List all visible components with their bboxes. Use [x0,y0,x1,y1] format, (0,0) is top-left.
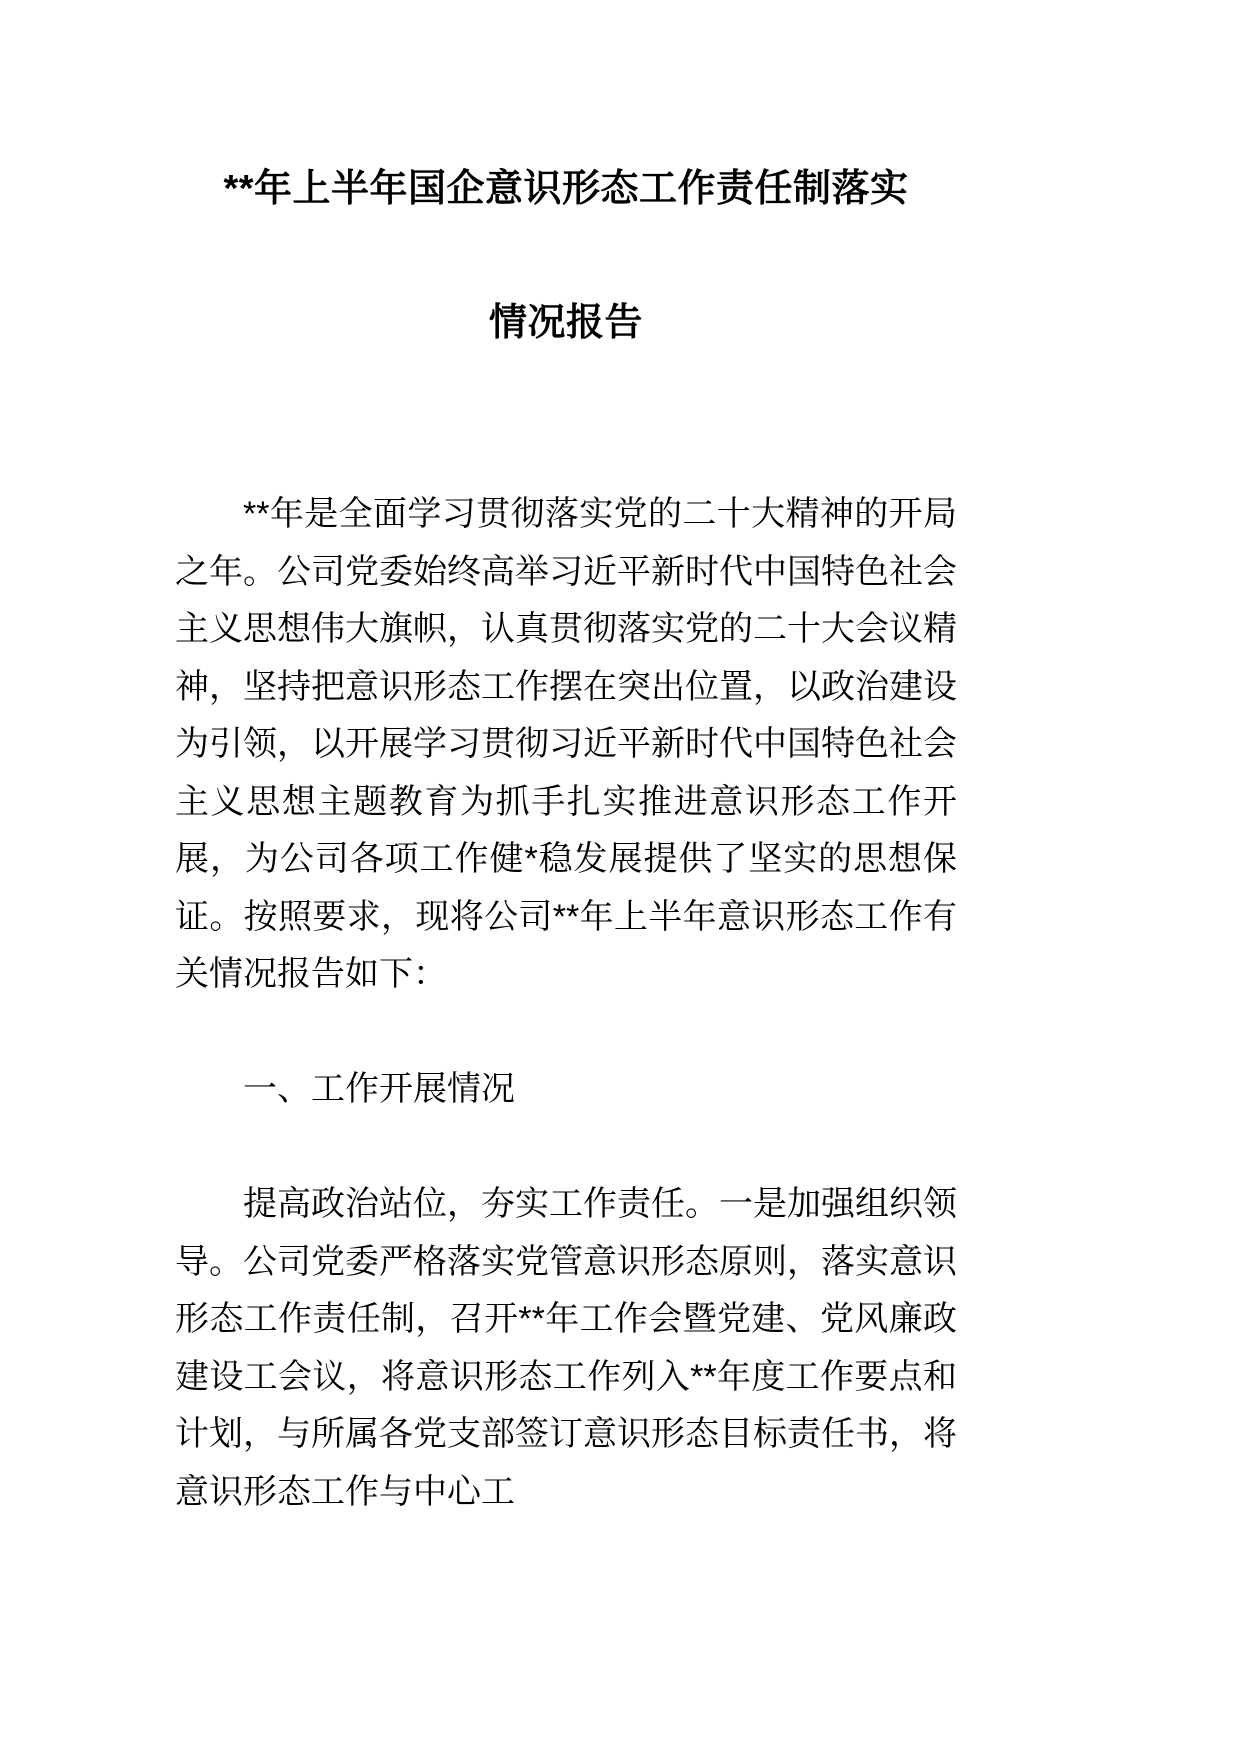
title-body-spacer [175,390,957,486]
section-one-paragraph: 提高政治站位，夯实工作责任。一是加强组织领导。公司党委严格落实党管意识形态原则，落实意识形态工作责任制，召开**年工作会暨党建、党风廉政建设工会议，将意识形态工作列入**年度工作要点和计划，与所属各党支部签订意识形态目标责任书，将意识形态工作与中心工 [175,1185,957,1511]
document-content [175,0,957,1521]
page-title [175,122,957,390]
paragraph-gap-2 [175,1119,957,1177]
section-heading-one: 一、工作开展情况 [243,1070,515,1108]
page-title-line-1: **年上半年国企意识形态工作责任制落实 [223,168,909,210]
title-block [175,0,957,390]
intro-paragraph: **年是全面学习贯彻落实党的二十大精神的开局之年。公司党委始终高举习近平新时代中国特色社会主义思想伟大旗帜，认真贯彻落实党的二十大会议精神，坚持把意识形态工作摆在突出位置，以政治建设为引领，以开展学习贯彻习近平新时代中国特色社会主义思想主题教育为抓手扎实推进意识形态工作开展，为公司各项工作健*稳发展提供了坚实的思想保证。按照要求，现将公司**年上半年意识形态工作有关情况报告如下： [175,495,957,993]
paragraph-gap-1 [175,1004,957,1062]
page-title-line-2: 情况报告 [488,302,643,344]
